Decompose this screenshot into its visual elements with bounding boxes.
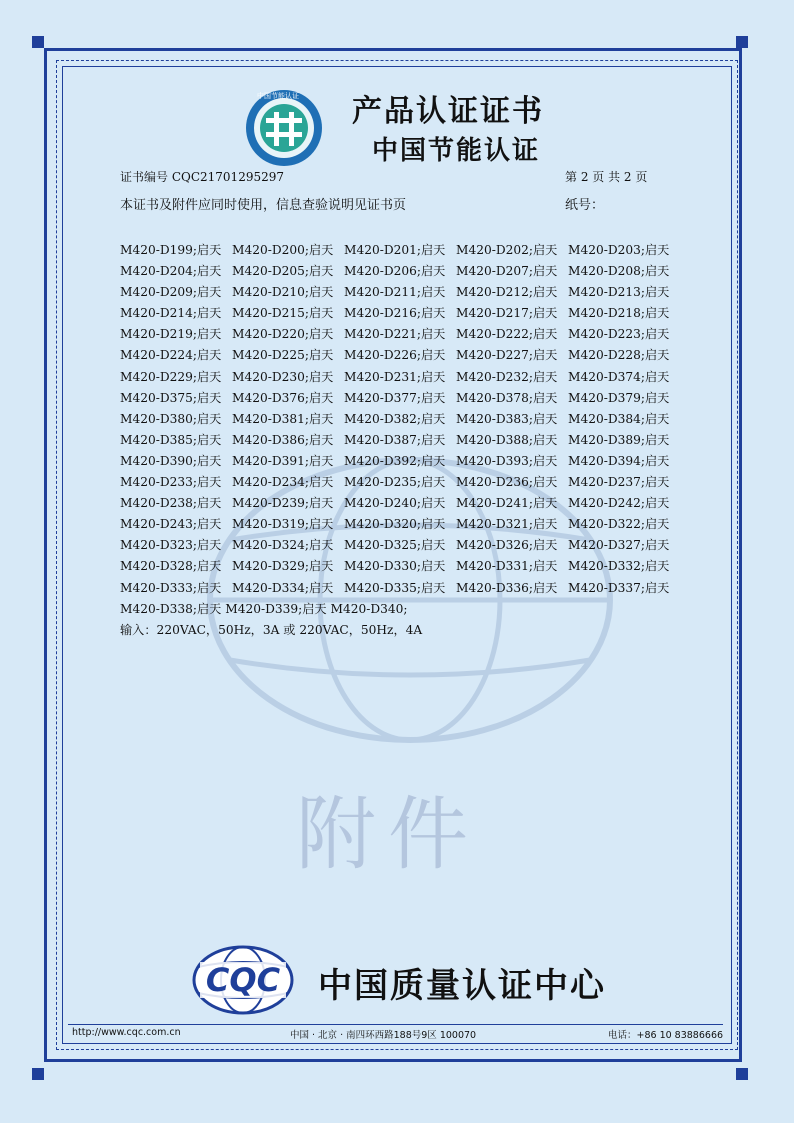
model-row [120, 409, 680, 430]
model-item: M420-D378;启天 [456, 390, 558, 405]
model-row [120, 388, 680, 409]
certificate-number: 证书编号 CQC21701295297 [120, 170, 284, 184]
model-item: M420-D377;启天 [344, 390, 446, 405]
model-row [120, 514, 680, 535]
model-item: M420-D325;启天 [344, 538, 446, 553]
model-item: M420-D200;启天 [232, 243, 334, 257]
logo-caption: 中国节能认证 [257, 92, 299, 100]
model-item: M420-D232;启天 [456, 369, 558, 384]
model-item: M420-D229;启天 [120, 369, 222, 384]
model-item: M420-D241;启天 [456, 496, 558, 511]
model-item: M420-D379;启天 [568, 390, 670, 405]
model-item: M420-D207;启天 [456, 264, 558, 279]
model-item: M420-D235;启天 [344, 475, 446, 490]
model-row [120, 556, 680, 577]
model-item: M420-D204;启天 [120, 264, 222, 279]
page-info: 第 2 页 共 2 页 [565, 170, 648, 184]
model-item: M420-D230;启天 [232, 369, 334, 384]
model-item: M420-D328;启天 [120, 559, 222, 574]
model-item: M420-D320;启天 [344, 517, 446, 532]
model-item: M420-D334;启天 [232, 580, 334, 595]
model-item: M420-D376;启天 [232, 390, 334, 405]
model-item: M420-D327;启天 [568, 538, 670, 553]
model-item: M420-D214;启天 [120, 306, 222, 321]
model-row [120, 261, 680, 282]
model-item: M420-D205;启天 [232, 264, 334, 279]
organization-name: 中国质量认证中心 [318, 966, 606, 1006]
model-item: M420-D216;启天 [344, 306, 446, 321]
model-row [120, 303, 680, 324]
corner-square [736, 1068, 748, 1080]
paper-number: 纸号： [565, 198, 605, 213]
footer-address: 中国 · 北京 · 南四环西路188号9区 100070 [290, 1030, 477, 1041]
model-item: M420-D319;启天 [232, 517, 334, 532]
model-item: M420-D212;启天 [456, 285, 558, 300]
model-row [120, 472, 680, 493]
model-item: M420-D329;启天 [232, 559, 334, 574]
model-item: M420-D331;启天 [456, 559, 558, 574]
model-row [120, 451, 680, 472]
model-item: M420-D385;启天 [120, 432, 222, 447]
model-item: M420-D330;启天 [344, 559, 446, 574]
model-item: M420-D237;启天 [568, 475, 670, 490]
corner-square [736, 36, 748, 48]
model-item: M420-D209;启天 [120, 285, 222, 300]
model-row [120, 493, 680, 514]
model-item: M420-D322;启天 [568, 517, 670, 532]
model-item: M420-D392;启天 [344, 453, 446, 468]
certificate-subtitle: 中国节能认证 [372, 136, 541, 166]
model-item: M420-D335;启天 [344, 580, 446, 595]
model-item: M420-D231;启天 [344, 369, 446, 384]
model-row [120, 324, 680, 345]
model-item: M420-D211;启天 [344, 285, 446, 300]
model-item: M420-D390;启天 [120, 453, 222, 468]
model-item: M420-D218;启天 [568, 306, 670, 321]
model-item: M420-D243;启天 [120, 517, 222, 532]
model-row [120, 282, 680, 303]
model-item: M420-D391;启天 [232, 453, 334, 468]
model-item: M420-D380;启天 [120, 411, 222, 426]
model-list-tail: M420-D338;启天 M420-D339;启天 M420-D340; [120, 601, 408, 616]
model-row [120, 240, 680, 261]
model-item: M420-D337;启天 [568, 580, 670, 595]
model-item: M420-D202;启天 [456, 243, 558, 257]
model-item: M420-D210;启天 [232, 285, 334, 300]
footer-phone: 电话：+86 10 83886666 [608, 1030, 724, 1041]
model-item: M420-D388;启天 [456, 432, 558, 447]
model-item: M420-D381;启天 [232, 411, 334, 426]
model-item: M420-D224;启天 [120, 348, 222, 363]
model-item: M420-D221;启天 [344, 327, 446, 342]
model-item: M420-D242;启天 [568, 496, 670, 511]
model-item: M420-D332;启天 [568, 559, 670, 574]
model-item: M420-D225;启天 [232, 348, 334, 363]
model-item: M420-D394;启天 [568, 453, 670, 468]
model-item: M420-D206;启天 [344, 264, 446, 279]
model-item: M420-D333;启天 [120, 580, 222, 595]
model-item: M420-D201;启天 [344, 243, 446, 257]
model-item: M420-D393;启天 [456, 453, 558, 468]
model-item: M420-D239;启天 [232, 496, 334, 511]
model-item: M420-D222;启天 [456, 327, 558, 342]
attachment-watermark: 附件 [296, 788, 480, 881]
model-item: M420-D217;启天 [456, 306, 558, 321]
model-item: M420-D219;启天 [120, 327, 222, 342]
model-item: M420-D223;启天 [568, 327, 670, 342]
corner-square [32, 36, 44, 48]
usage-notice: 本证书及附件应同时使用，信息查验说明见证书页 [120, 198, 407, 213]
model-item: M420-D227;启天 [456, 348, 558, 363]
model-item: M420-D323;启天 [120, 538, 222, 553]
model-list [120, 240, 680, 641]
model-row [120, 535, 680, 556]
model-item: M420-D324;启天 [232, 538, 334, 553]
model-item: M420-D375;启天 [120, 390, 222, 405]
model-item: M420-D215;启天 [232, 306, 334, 321]
footer-website: http://www.cqc.com.cn [72, 1027, 181, 1038]
cqc-logo-text: CQC [200, 962, 286, 998]
model-item: M420-D383;启天 [456, 411, 558, 426]
model-item: M420-D384;启天 [568, 411, 670, 426]
model-item: M420-D387;启天 [344, 432, 446, 447]
model-item: M420-D213;启天 [568, 285, 670, 300]
model-item: M420-D374;启天 [568, 369, 670, 384]
model-item: M420-D386;启天 [232, 432, 334, 447]
footer-divider [68, 1024, 723, 1025]
model-item: M420-D203;启天 [568, 243, 670, 257]
certificate-title: 产品认证证书 [352, 94, 544, 129]
model-row [120, 367, 680, 388]
model-item: M420-D240;启天 [344, 496, 446, 511]
model-row [120, 430, 680, 451]
model-item: M420-D336;启天 [456, 580, 558, 595]
model-item: M420-D238;启天 [120, 496, 222, 511]
model-item: M420-D236;启天 [456, 475, 558, 490]
model-item: M420-D226;启天 [344, 348, 446, 363]
model-row [120, 578, 680, 599]
corner-square [32, 1068, 44, 1080]
model-item: M420-D208;启天 [568, 264, 670, 279]
model-item: M420-D228;启天 [568, 348, 670, 363]
model-item: M420-D389;启天 [568, 432, 670, 447]
model-item: M420-D220;启天 [232, 327, 334, 342]
model-item: M420-D233;启天 [120, 475, 222, 490]
model-item: M420-D382;启天 [344, 411, 446, 426]
model-item: M420-D321;启天 [456, 517, 558, 532]
input-rating: 输入：220VAC，50Hz，3A 或 220VAC，50Hz，4A [120, 622, 423, 637]
model-item: M420-D199;启天 [120, 243, 222, 257]
model-row [120, 345, 680, 366]
model-item: M420-D234;启天 [232, 475, 334, 490]
model-item: M420-D326;启天 [456, 538, 558, 553]
